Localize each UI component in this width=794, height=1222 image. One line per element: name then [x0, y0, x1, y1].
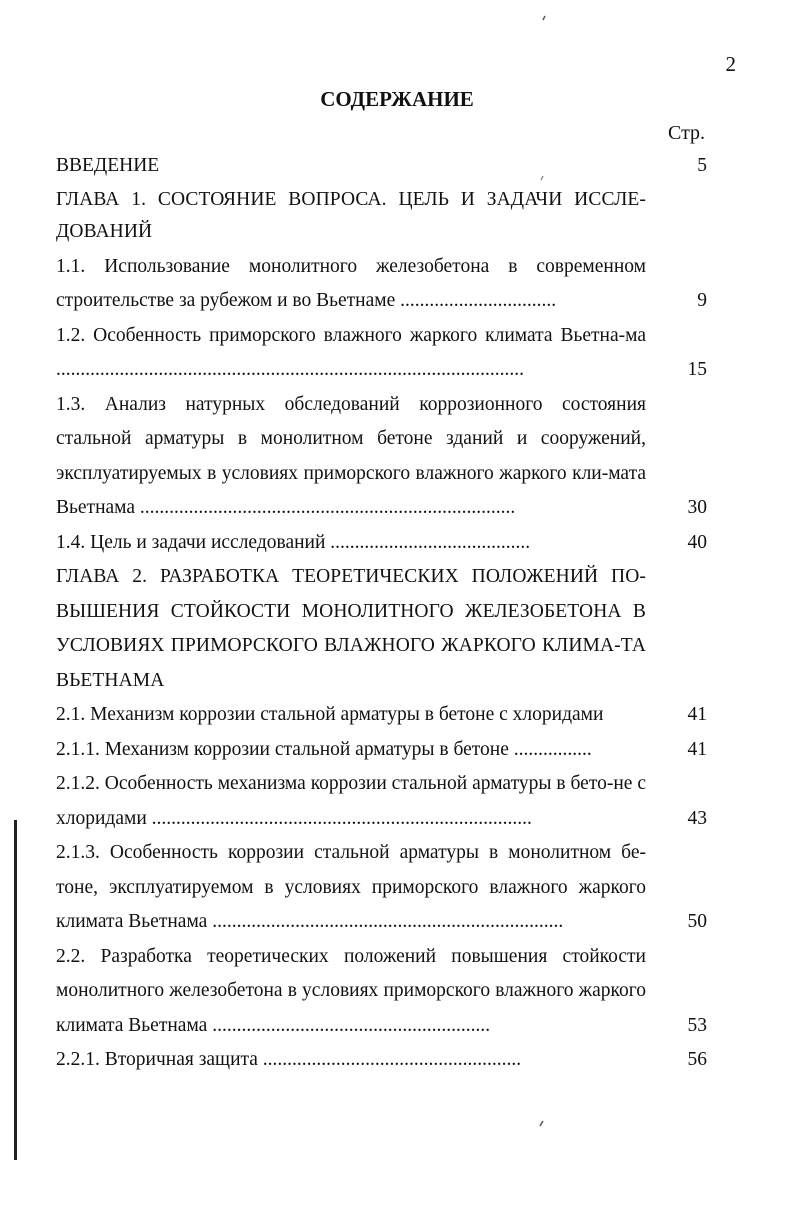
toc-entry-text: 2.2.1. Вторичная защита ..................................................... [56, 1049, 522, 1070]
toc-entry-2-1-3 [56, 836, 712, 940]
toc-entry-page: 5 [697, 155, 707, 176]
scan-margin-line [14, 820, 17, 1160]
toc-entry-page: 43 [687, 807, 707, 829]
toc-entry-intro [56, 149, 712, 184]
toc-entry-page: 15 [687, 359, 707, 380]
toc-entry-page: 56 [687, 1049, 707, 1070]
table-of-contents [56, 149, 712, 1078]
toc-entry-2-1-2 [56, 767, 712, 836]
toc-entry-text: 2.1.2. Особенность механизма коррозии стальной арматуры в бето-не с хлоридами .............................................................................. [56, 773, 646, 829]
toc-entry-text: 2.1.1. Механизм коррозии стальной арматуры в бетоне ................ [56, 738, 592, 760]
toc-entry-2-2-1 [56, 1043, 712, 1078]
toc-entry-page: 53 [687, 1014, 707, 1036]
page-title: СОДЕРЖАНИЕ [320, 87, 474, 111]
toc-entry-text: 1.3. Анализ натурных обследований коррозионного состояния стальной арматуры в монолитном бетоне зданий и сооружений, эксплуатируемых в условиях приморского влажного жаркого кли-мата Вьетнама ............................................................................. [56, 393, 646, 518]
page-column-header: Стр. [668, 122, 706, 144]
toc-entry-page: 30 [687, 497, 707, 518]
toc-chapter-1: ГЛАВА 1. СОСТОЯНИЕ ВОПРОСА. ЦЕЛЬ И ЗАДАЧИ ИССЛЕ-ДОВАНИЙ [56, 188, 646, 242]
toc-entry-2-1 [56, 698, 712, 733]
toc-entry-text: 1.1. Использование монолитного железобетона в современном строительстве за рубежом и во Вьетнаме ................................ [56, 255, 646, 311]
toc-entry-text: 1.2. Особенность приморского влажного жаркого климата Вьетна-ма ................................................................................................ [56, 324, 646, 380]
toc-entry-1-2 [56, 319, 712, 388]
toc-chapter-2: ГЛАВА 2. РАЗРАБОТКА ТЕОРЕТИЧЕСКИХ ПОЛОЖЕНИЙ ПО-ВЫШЕНИЯ СТОЙКОСТИ МОНОЛИТНОГО ЖЕЛЕЗОБЕТОНА В УСЛОВИЯХ ПРИМОРСКОГО ВЛАЖНОГО ЖАРКОГО КЛИМА-ТА ВЬЕТНАМА [56, 566, 646, 691]
toc-entry-1-1 [56, 250, 712, 319]
toc-entry-page: 41 [687, 704, 707, 725]
toc-entry-text: ВВЕДЕНИЕ [56, 155, 160, 176]
toc-entry-1-3 [56, 388, 712, 526]
toc-entry-2-2 [56, 940, 712, 1044]
toc-entry-page: 50 [687, 911, 707, 932]
toc-entry-text: 2.2. Разработка теоретических положений повышения стойкости монолитного железобетона в условиях приморского влажного жаркого климата Вьетнама ......................................................... [56, 945, 646, 1036]
toc-entry-text: 1.4. Цель и задачи исследований ......................................... [56, 531, 531, 553]
toc-entry-page: 9 [697, 290, 707, 311]
toc-entry-text: 2.1.3. Особенность коррозии стальной арматуры в монолитном бе-тоне, эксплуатируемом в условиях приморского влажного жаркого климата Вьетнама ........................................................................ [56, 842, 646, 932]
toc-entry-1-4 [56, 526, 712, 561]
toc-entry-2-1-1 [56, 733, 712, 768]
toc-entry-page: 40 [687, 531, 707, 553]
page-number: 2 [725, 52, 736, 76]
toc-entry-page: 41 [687, 738, 707, 760]
toc-entry-text: 2.1. Механизм коррозии стальной арматуры в бетоне с хлоридами [56, 704, 604, 725]
